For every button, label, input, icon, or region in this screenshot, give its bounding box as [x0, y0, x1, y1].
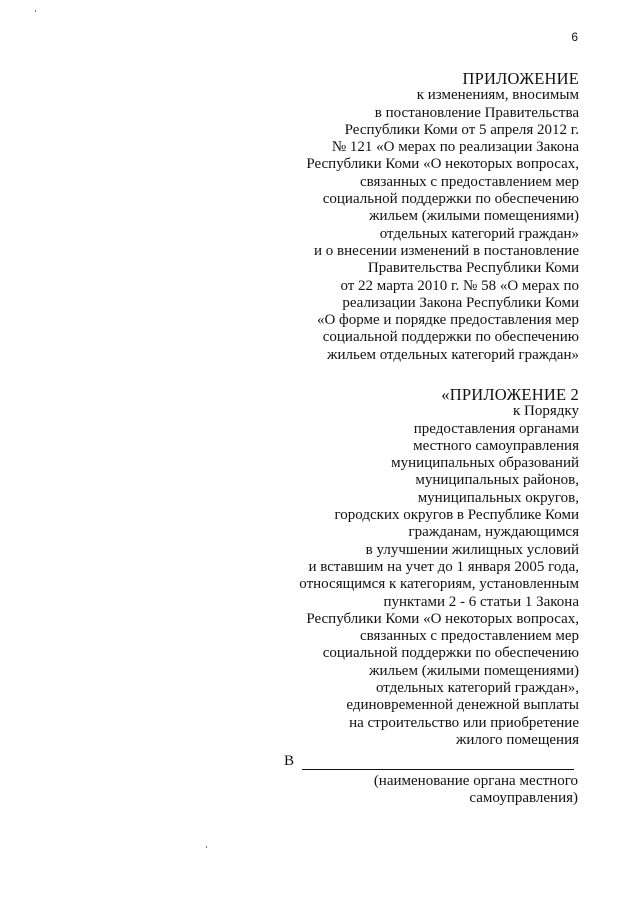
- appendix-line: жильем (жилыми помещениями): [369, 208, 579, 225]
- addressee-prefix: В: [284, 753, 295, 769]
- appendix2-line: муниципальных образований: [391, 455, 579, 472]
- appendix2-line: муниципальных районов,: [415, 472, 579, 489]
- appendix-line: Республики Коми «О некоторых вопросах,: [306, 156, 579, 173]
- appendix2-line: жильем (жилыми помещениями): [369, 662, 579, 679]
- appendix2-header-block: [299, 386, 579, 749]
- addressee-caption: [374, 773, 578, 808]
- appendix-heading: ПРИЛОЖЕНИЕ: [462, 69, 579, 88]
- appendix-line: реализации Закона Республики Коми: [342, 294, 579, 311]
- appendix-line: отдельных категорий граждан»: [379, 225, 579, 242]
- appendix2-line: в улучшении жилищных условий: [365, 541, 579, 558]
- appendix2-line: пунктами 2 - 6 статьи 1 Закона: [383, 593, 579, 610]
- appendix-line: № 121 «О мерах по реализации Закона: [331, 139, 579, 156]
- caption-line: самоуправления): [469, 790, 578, 807]
- appendix2-line: городских округов в Республике Коми: [334, 507, 579, 524]
- appendix2-line: связанных с предоставлением мер: [360, 628, 579, 645]
- appendix2-line: единовременной денежной выплаты: [346, 697, 579, 714]
- appendix-line: социальной поддержки по обеспечению: [322, 191, 579, 208]
- appendix2-line: отдельных категорий граждан»,: [376, 680, 579, 697]
- appendix2-line: предоставления органами: [413, 420, 579, 437]
- appendix-line: Правительства Республики Коми: [367, 260, 579, 277]
- appendix-line: социальной поддержки по обеспечению: [322, 329, 579, 346]
- caption-line: (наименование органа местного: [373, 773, 578, 789]
- appendix-line: и о внесении изменений в постановление: [314, 242, 579, 259]
- scan-speck: [206, 846, 207, 848]
- addressee-field: [284, 753, 574, 773]
- appendix2-line: на строительство или приобретение: [349, 714, 579, 731]
- appendix2-line: жилого помещения: [456, 731, 579, 748]
- appendix2-line: и вставшим на учет до 1 января 2005 года,: [308, 558, 579, 575]
- appendix2-line: муниципальных округов,: [417, 489, 579, 506]
- appendix2-line: гражданам, нуждающимся: [408, 524, 579, 541]
- appendix-line: Республики Коми от 5 апреля 2012 г.: [344, 121, 579, 138]
- page-number: 6: [571, 30, 578, 44]
- appendix2-line: Республики Коми «О некоторых вопросах,: [306, 610, 579, 627]
- appendix2-heading: «ПРИЛОЖЕНИЕ 2: [441, 385, 579, 404]
- addressee-blank-line: [302, 769, 574, 770]
- scan-speck: [35, 10, 36, 12]
- appendix-line: от 22 марта 2010 г. № 58 «О мерах по: [340, 277, 579, 294]
- appendix2-line: социальной поддержки по обеспечению: [322, 645, 579, 662]
- appendix2-line: относящимся к категориям, установленным: [299, 576, 579, 593]
- appendix-line: к изменениям, вносимым: [416, 87, 579, 104]
- appendix-line: в постановление Правительства: [374, 104, 579, 121]
- appendix-line: жильем отдельных категорий граждан»: [327, 346, 579, 363]
- appendix-line: связанных с предоставлением мер: [360, 173, 579, 190]
- appendix-line: «О форме и порядке предоставления мер: [316, 312, 579, 329]
- appendix-header-block: [306, 70, 579, 364]
- appendix2-line: местного самоуправления: [413, 437, 579, 454]
- appendix2-line: к Порядку: [513, 403, 579, 420]
